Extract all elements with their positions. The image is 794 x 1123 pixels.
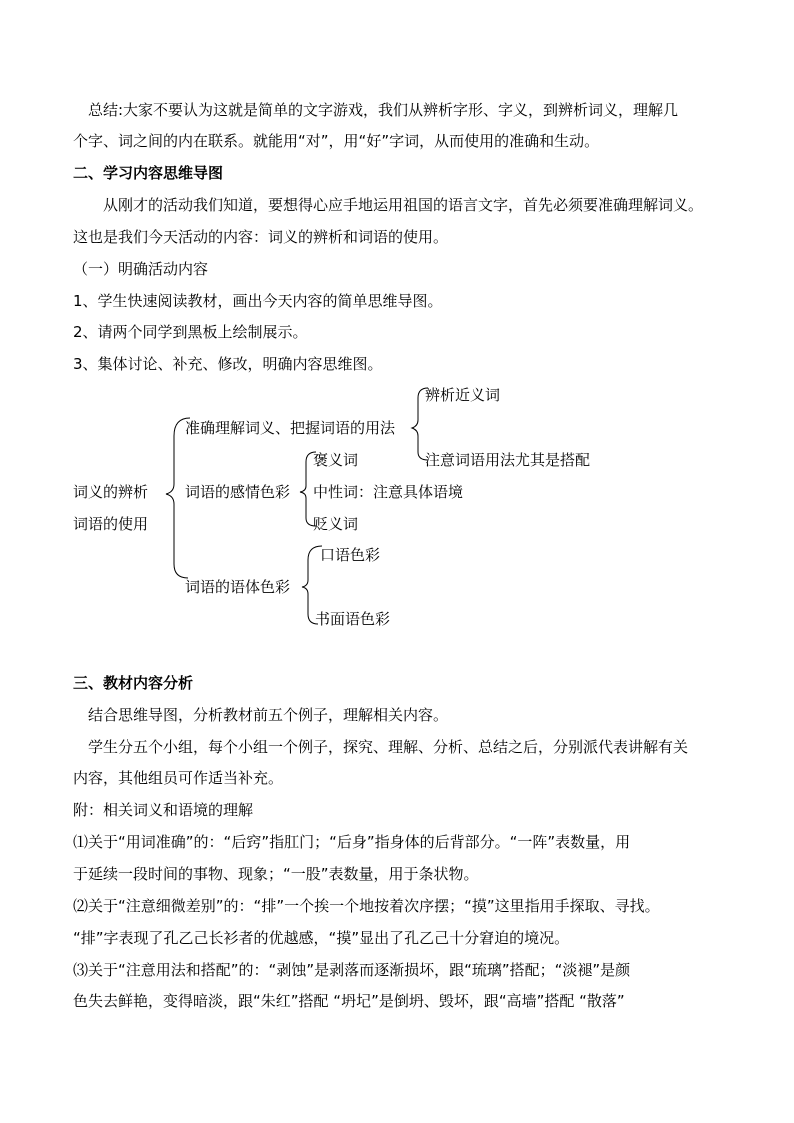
section-3-para-2-line-2: 内容，其他组员可作适当补充。 [73, 769, 284, 787]
mindmap-branch-3-child-1: 口语色彩 [320, 546, 381, 564]
section-2-intro-line-2: 这也是我们今天活动的内容：词义的辨析和词语的使用。 [73, 228, 449, 246]
item-3-line-1: ⑶关于“注意用法和搭配”的：“剥蚀”是剥落而逐渐损坏，跟“琉璃”搭配；“淡褪”是颜 [73, 961, 631, 979]
mindmap-branch-2-child-1: 褒义词 [313, 451, 359, 469]
mindmap-branch-2-child-2: 中性词：注意具体语境 [313, 483, 464, 501]
mindmap-branch-3: 词语的语体色彩 [185, 578, 291, 596]
section-3-heading: 三、教材内容分析 [73, 674, 194, 692]
step-3: 3、集体讨论、补充、修改，明确内容思维图。 [73, 355, 383, 373]
item-1-line-1: ⑴关于“用词准确”的：“后窍”指肛门；“后身”指身体的后背部分。“一阵”表数量，用 [73, 833, 631, 851]
mindmap-branch-3-child-2: 书面语色彩 [315, 610, 391, 628]
item-2-line-1: ⑵关于“注意细微差别”的：“排”一个挨一个地按着次序摆；“摸”这里指用手探取、寻找。 [73, 897, 660, 915]
mindmap-root-line-1: 词义的辨析 [73, 483, 149, 501]
appendix-title: 附：相关词义和语境的理解 [73, 801, 254, 819]
summary-line-1: 总结:大家不要认为这就是简单的文字游戏，我们从辨析字形、字义，到辨析词义，理解几 [88, 101, 679, 119]
item-3-line-2: 色失去鲜艳，变得暗淡，跟“朱红”搭配 “坍圮”是倒坍、毁坏，跟“高墙”搭配 “散落” [73, 992, 625, 1010]
summary-line-2: 个字、词之间的内在联系。就能用“对”，用“好”字词，从而使用的准确和生动。 [73, 132, 600, 150]
section-2-heading: 二、学习内容思维导图 [73, 164, 224, 182]
step-2: 2、请两个同学到黑板上绘制展示。 [73, 323, 308, 341]
mindmap-branch-2-child-3: 贬义词 [313, 515, 359, 533]
mindmap-branch-1-child-2: 注意词语用法尤其是搭配 [425, 451, 591, 469]
section-2-intro-line-1: 从刚才的活动我们知道，要想得心应手地运用祖国的语言文字，首先必须要准确理解词义。 [103, 196, 704, 214]
item-2-line-2: “排”字表现了孔乙己长衫者的优越感，“摸”显出了孔乙己十分窘迫的境况。 [73, 929, 570, 947]
mindmap-branch-1: 准确理解词义、把握词语的用法 [185, 419, 396, 437]
item-1-line-2: 于延续一段时间的事物、现象；“一股”表数量，用于条状物。 [73, 865, 479, 883]
mindmap-root-line-2: 词语的使用 [73, 515, 149, 533]
step-1: 1、学生快速阅读教材，画出今天内容的简单思维导图。 [73, 292, 443, 310]
section-3-para-2-line-1: 学生分五个小组，每个小组一个例子，探究、理解、分析、总结之后，分别派代表讲解有关 [88, 738, 689, 756]
section-2-subheading: （一）明确活动内容 [73, 260, 209, 278]
mindmap-branch-2: 词语的感情色彩 [185, 483, 291, 501]
mindmap-branch-1-child-1: 辨析近义词 [425, 386, 501, 404]
section-3-para-1: 结合思维导图，分析教材前五个例子，理解相关内容。 [88, 706, 449, 724]
